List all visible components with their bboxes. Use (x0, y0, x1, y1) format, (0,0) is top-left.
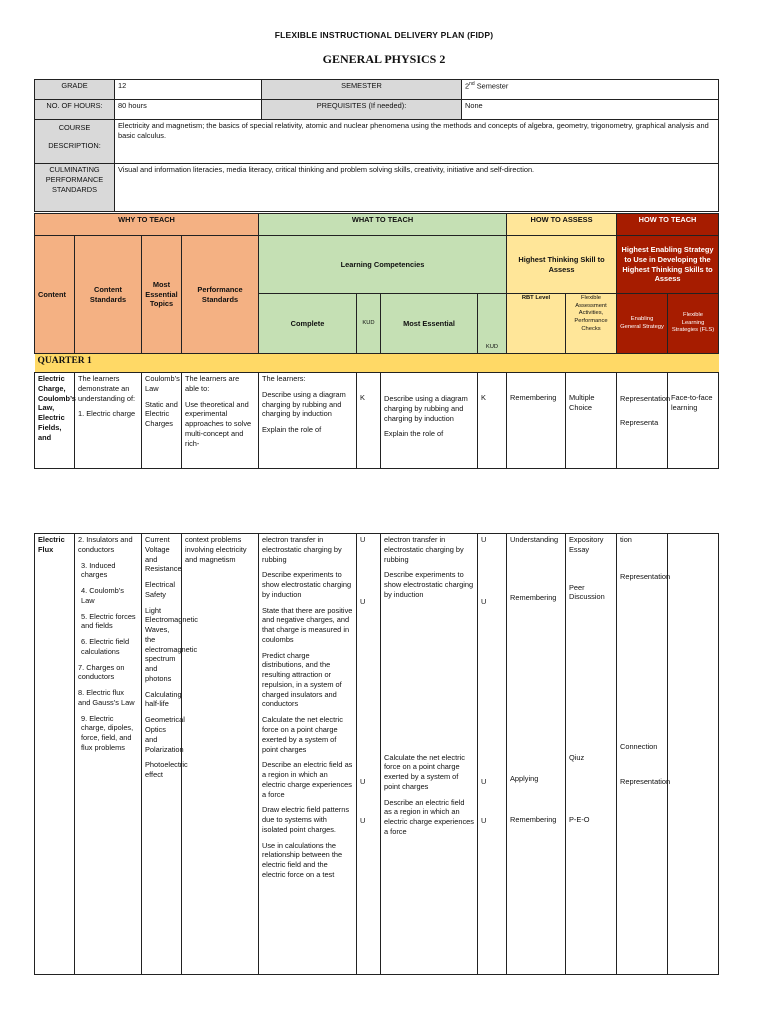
topic-item: Coulomb’s Law (145, 374, 180, 393)
document-title: FLEXIBLE INSTRUCTIONAL DELIVERY PLAN (FIDP) (274, 30, 494, 40)
competency: electron transfer in electrostatic charging by rubbing (262, 535, 342, 564)
competency: Describe an electric field as a region in which an electric charge experiences a force (262, 760, 353, 799)
cstd-item: 1. Electric charge (78, 409, 136, 419)
cstd-item: 3. Induced charges (81, 560, 116, 580)
competency: Use in calculations the relationship between the electric field and the electric force on a test (262, 840, 343, 879)
topic-item: Static and Electric Charges (145, 399, 178, 429)
most-essential-header: Most Essential (381, 294, 478, 354)
essential-topics-cell (142, 373, 182, 469)
kud-value: U (360, 776, 366, 786)
kud-cell (478, 534, 507, 975)
why-to-teach-header: WHY TO TEACH (35, 214, 259, 236)
fidp-table-part1 (34, 213, 719, 469)
how-to-assess-header: HOW TO ASSESS (507, 214, 617, 236)
cstd-item: 2. Insulators and conductors (78, 535, 133, 554)
rbt-level-header: RBT Level (507, 294, 566, 354)
performance-standards-cell (182, 373, 259, 469)
competency: Calculate the net electric force on a point charge exerted by a system of point charges (262, 715, 343, 754)
learning-strategy-cell (668, 534, 719, 975)
assessment-cell (566, 534, 617, 975)
rbt-value: Remembering (510, 815, 557, 825)
strategy: Representa (620, 417, 659, 427)
cstd-item: 9. Electric charge, dipoles, force, field, and flux problems (81, 713, 134, 753)
competency: Draw electric field patterns due to systems with isolated point charges. (262, 805, 350, 834)
essential-topics-header: Most Essential Topics (142, 236, 182, 354)
grade-value: 12 (115, 80, 262, 100)
performance-standards-header: Performance Standards (182, 236, 259, 354)
content-standards-cell (75, 373, 142, 469)
strategy-cell (617, 373, 671, 469)
hours-value: 80 hours (115, 100, 262, 120)
kud-value: U (360, 596, 366, 606)
pstd-item: Use theoretical and experimental approaches to solve multi-concept and rich- (185, 399, 252, 448)
topic-item: Current Voltage and Resistance (145, 535, 182, 574)
competency: Describe using a diagram charging by rubbing and charging by induction (262, 389, 346, 419)
learning-strategy-cell: Face-to-face learning (668, 373, 719, 469)
competency: Calculate the net electric force on a point charge exerted by a system of point charges (384, 752, 465, 791)
topic-item: Calculating half-life (145, 689, 182, 709)
assessment-value: P-E-O (569, 814, 590, 824)
content-cell: Electric Charge, Coulomb’s Law, Electric Fields, and (35, 373, 75, 469)
highest-enabling-strategy-header: Highest Enabling Strategy to Use in Developing the Highest Thinking Skills to Assess (617, 236, 719, 294)
learning-competencies-header: Learning Competencies (259, 236, 507, 294)
competency: State that there are positive and negative charges, and that charge is measured in coulombs (262, 605, 353, 644)
strategy: tion (620, 535, 632, 544)
grade-label: GRADE (35, 80, 115, 100)
strategy: Representation (620, 777, 671, 787)
topic-item: Geometrical Optics and Polarization (145, 715, 185, 754)
semester-label: SEMESTER (262, 80, 462, 100)
content-standards-header: Content Standards (75, 236, 142, 354)
quarter-label: QUARTER 1 (35, 354, 719, 373)
competency: Explain the role of (384, 429, 444, 439)
desc-label-2: DESCRIPTION: (48, 140, 101, 150)
kud-header-1: KUD (357, 294, 381, 354)
highest-thinking-skill-header: Highest Thinking Skill to Assess (507, 236, 617, 294)
rbt-value: Remembering (510, 592, 557, 602)
complete-cell (259, 534, 357, 975)
cps-value: Visual and information literacies, media literacy, critical thinking and problem solving skills, creativity, initiative and self-direction. (115, 164, 719, 212)
cps-label: CULMINATING PERFORMANCE STANDARDS (35, 164, 115, 212)
performance-standards-cell: context problems involving electricity and magnetism (182, 534, 259, 975)
kud-value: U (360, 535, 366, 544)
cstd-item: 7. Charges on conductors (78, 662, 125, 682)
complete-cell (259, 373, 357, 469)
cstd-item: 5. Electric forces and fields (81, 611, 136, 631)
strategy-cell (617, 534, 671, 975)
kud-cell: K (357, 373, 381, 469)
kud-cell (357, 534, 381, 975)
course-description-label (35, 120, 115, 164)
essential-topics-cell (142, 534, 198, 975)
subject-title: GENERAL PHYSICS 2 (322, 52, 446, 66)
competency: Describe experiments to show electrostatic charging by induction (384, 570, 474, 599)
semester-value: 2nd Semester (462, 80, 719, 100)
assessment-value: Qiuz (569, 753, 585, 763)
kud-value: U (481, 596, 487, 606)
assessment-value: Peer Discussion (569, 582, 605, 602)
kud-cell: K (478, 373, 507, 469)
competency: Describe experiments to show electrostatic charging by induction (262, 570, 352, 599)
prerequisites-label: PREQUISITES (If needed): (262, 100, 462, 120)
kud-value: U (360, 816, 366, 826)
comp-intro: The learners: (262, 374, 306, 383)
cstd-item: 8. Electric flux and Gauss’s Law (78, 688, 135, 707)
content-header: Content (35, 236, 75, 354)
course-description: Electricity and magnetism; the basics of special relativity, atomic and nuclear phenomena using the methods and concepts of algebra, geometry, trigonometry, graphical analysis and basic calculus. (115, 120, 719, 164)
topic-item: Light Electromagnetic Waves, the electromagnetic spectrum and photons (145, 605, 198, 683)
rbt-value: Applying (510, 773, 539, 783)
strategy: Representation (620, 394, 671, 403)
topic-item: Electrical Safety (145, 580, 175, 599)
course-info-table (34, 79, 719, 212)
kud-value: U (481, 816, 487, 826)
most-essential-cell (381, 373, 478, 469)
kud-value: U (481, 535, 487, 544)
topic-item: Photoelectric effect (145, 760, 188, 780)
flexible-assessment-header: Flexible Assessment Activities, Performance Checks (566, 294, 617, 354)
hours-label: NO. OF HOURS: (35, 100, 115, 120)
assessment-cell: Multiple Choice (566, 373, 617, 469)
competency: Predict charge distributions, and the resulting attraction or repulsion, in a system of charged insulators and conductors (262, 650, 342, 709)
competency: Describe using a diagram charging by rubbing and charging by induction (384, 394, 468, 423)
desc-label-1: COURSE (58, 123, 91, 132)
rbt-cell: Remembering (507, 373, 566, 469)
enabling-strategy-header: Enabling General Strategy (617, 294, 668, 354)
how-to-teach-header: HOW TO TEACH (617, 214, 719, 236)
content-cell: Electric Flux (35, 534, 75, 975)
competency: electron transfer in electrostatic charging by rubbing (384, 535, 464, 564)
competency: Describe an electric field as a region in which an electric charge experiences a force (384, 797, 474, 836)
prerequisites-value: None (462, 100, 719, 120)
kud-header-2: KUD (478, 294, 507, 354)
fidp-table-part2 (34, 533, 719, 975)
competency: Explain the role of (262, 425, 322, 435)
content-standards-cell (75, 534, 142, 975)
what-to-teach-header: WHAT TO TEACH (259, 214, 507, 236)
flexible-learning-header: Flexible Learning Strategies (FLS) (668, 294, 719, 354)
most-essential-cell (381, 534, 478, 975)
assessment-value: Expository Essay (569, 535, 604, 554)
cstd-item: 6. Electric field calculations (81, 637, 130, 656)
cstd-item: 4. Coulomb’s Law (81, 586, 124, 605)
pstd-intro: The learners are able to: (185, 374, 240, 393)
rbt-value: Understanding (510, 535, 559, 544)
rbt-cell (507, 534, 566, 975)
strategy: Connection (620, 741, 658, 751)
kud-value: U (481, 776, 487, 786)
strategy: Representation (620, 571, 671, 581)
complete-header: Complete (259, 294, 357, 354)
cstd-intro: The learners demonstrate an understanding of: (78, 374, 136, 403)
